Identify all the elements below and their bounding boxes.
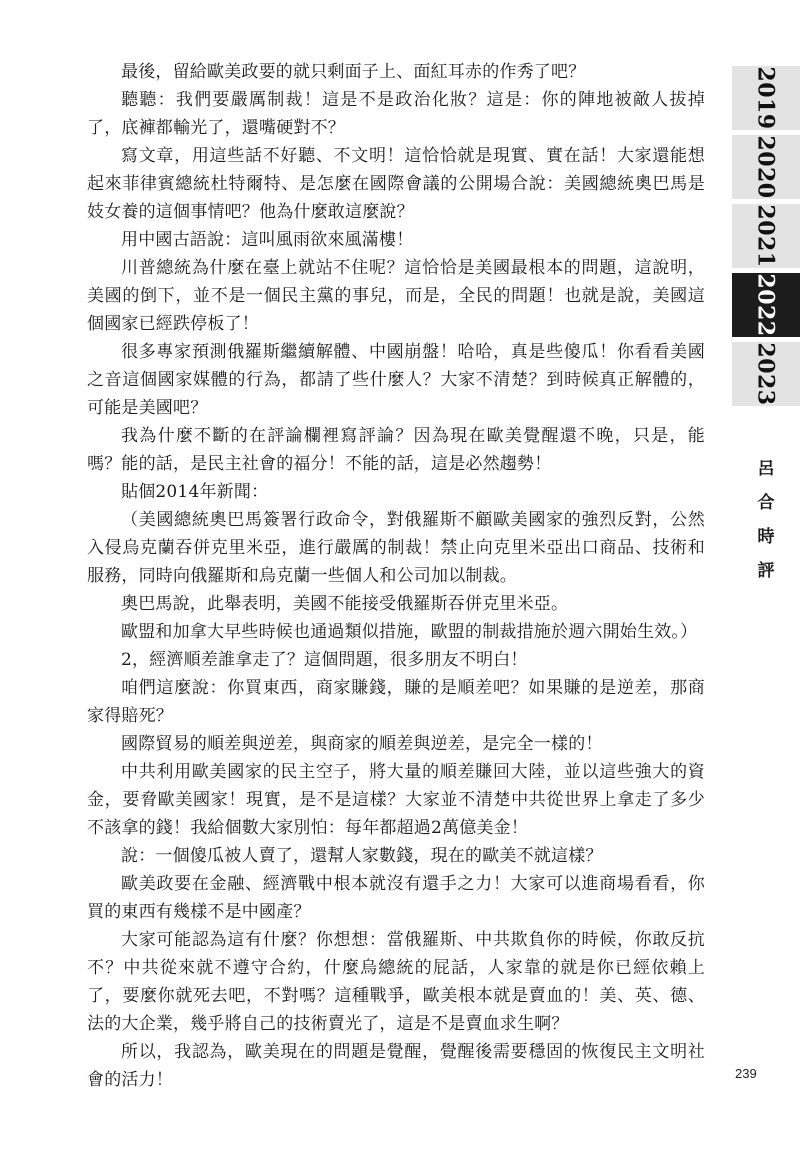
quoted-news-paragraph: 奧巴馬說，此舉表明，美國不能接受俄羅斯吞併克里米亞。	[121, 594, 569, 614]
paragraph: 所以，我認為，歐美現在的問題是覺醒，覺醒後需要穩固的恢復民主文明社會的活力！	[87, 1042, 705, 1090]
quoted-news-paragraph: 歐盟和加拿大早些時候也通過類似措施，歐盟的制裁措施於週六開始生效。）	[121, 622, 698, 642]
paragraph: 國際貿易的順差與逆差，與商家的順差與逆差，是完全一樣的！	[121, 734, 603, 754]
article-body	[87, 58, 705, 1094]
column-title	[732, 452, 800, 588]
column-title-char: 呂	[757, 459, 775, 479]
paragraph: 寫文章，用這些話不好聽、不文明！這恰恰就是現實、實在話！大家還能想起來菲律賓總統杜特爾特、是怎麼在國際會議的公開場合說：美國總統奧巴馬是妓女養的這個事情吧？他為什麼敢這麼說？	[87, 146, 705, 222]
paragraph: 說：一個傻瓜被人賣了，還幫人家數錢，現在的歐美不就這樣？	[121, 846, 603, 866]
year-tab-2023	[732, 342, 800, 406]
paragraph: 貼個2014年新聞：	[121, 482, 269, 502]
year-tab-2022-active	[732, 273, 800, 337]
year-tab-strip	[732, 66, 800, 411]
year-tab-label: 2021	[752, 204, 779, 268]
paragraph: 很多專家預測俄羅斯繼續解體、中國崩盤！哈哈，真是些傻瓜！你看看美國之音這個國家媒體的行為，都請了些什麼人？大家不清楚？到時候真正解體的，可能是美國吧？	[87, 342, 705, 418]
year-tab-label: 2019	[752, 66, 779, 130]
year-tab-2019	[732, 66, 800, 130]
year-tab-2021	[732, 204, 800, 268]
quoted-news-paragraph: （美國總統奧巴馬簽署行政命令，對俄羅斯不顧歐美國家的強烈反對，公然入侵烏克蘭吞併克里米亞，進行嚴厲的制裁！禁止向克里米亞出口商品、技術和服務，同時向俄羅斯和烏克蘭一些個人和公司加以制裁。	[87, 510, 705, 586]
paragraph: 我為什麼不斷的在評論欄裡寫評論？因為現在歐美覺醒還不晚，只是，能嗎？能的話，是民主社會的福分！不能的話，這是必然趨勢！	[87, 426, 705, 474]
paragraph: 最後，留給歐美政要的就只剩面子上、面紅耳赤的作秀了吧？	[121, 62, 586, 82]
paragraph: 用中國古語說：這叫風雨欲來風滿樓！	[121, 230, 414, 250]
year-tab-label: 2023	[752, 342, 779, 406]
column-title-char: 時	[757, 527, 775, 547]
paragraph: 大家可能認為這有什麼？你想想：當俄羅斯、中共欺負你的時候，你敢反抗不？中共從來就不遵守合約，什麼烏總統的屁話，人家靠的就是你已經依賴上了，要麼你就死去吧，不對嗎？這種戰爭，歐美根本就是賣血的！美、英、德、法的大企業，幾乎將自己的技術賣光了，這是不是賣血求生啊？	[87, 930, 705, 1034]
column-title-char: 評	[757, 561, 775, 581]
paragraph: 咱們這麼說：你買東西，商家賺錢，賺的是順差吧？如果賺的是逆差，那商家得賠死？	[87, 678, 705, 726]
year-tab-label: 2020	[752, 135, 779, 199]
page-number: 239	[735, 1066, 757, 1081]
year-tab-2020	[732, 135, 800, 199]
paragraph: 歐美政要在金融、經濟戰中根本就沒有還手之力！大家可以進商場看看，你買的東西有幾樣不是中國產？	[87, 874, 705, 922]
paragraph: 聽聽：我們要嚴厲制裁！這是不是政治化妝？這是：你的陣地被敵人拔掉了，底褲都輸光了，還嘴硬對不？	[87, 90, 705, 138]
year-tab-label: 2022	[752, 273, 779, 337]
column-title-char: 合	[757, 493, 775, 513]
paragraph: 中共利用歐美國家的民主空子，將大量的順差賺回大陸，並以這些強大的資金，要脅歐美國家！現實，是不是這樣？大家並不清楚中共從世界上拿走了多少不該拿的錢！我給個數大家別怕：每年都超過2萬億美金！	[87, 762, 705, 838]
paragraph: 川普總統為什麼在臺上就站不住呢？這恰恰是美國最根本的問題，這說明，美國的倒下，並不是一個民主黨的事兒，而是，全民的問題！也就是說，美國這個國家已經跌停板了！	[87, 258, 705, 334]
section-heading-paragraph: 2，經濟順差誰拿走了？這個問題，很多朋友不明白！	[121, 650, 528, 670]
